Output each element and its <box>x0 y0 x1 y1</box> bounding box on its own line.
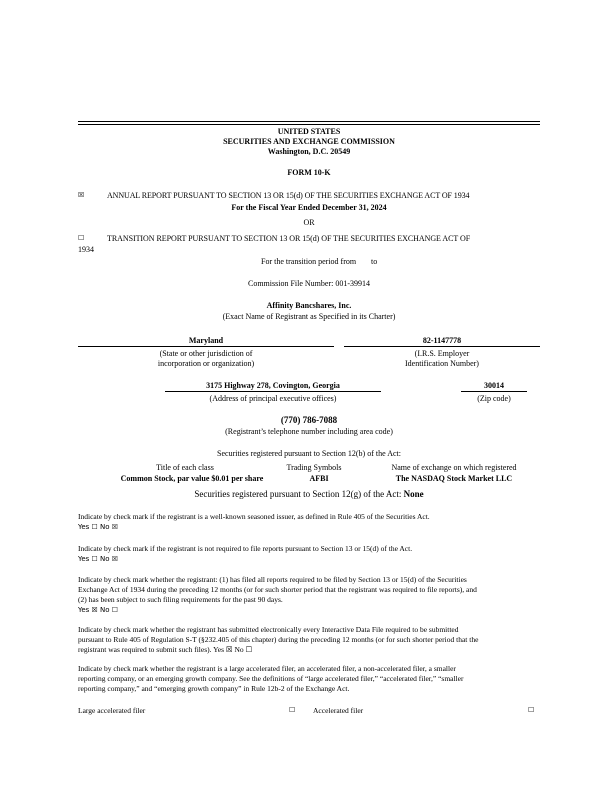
ein-caption-2: Identification Number) <box>405 359 479 368</box>
section-12g-value: None <box>403 489 424 499</box>
large-accelerated-filer-label: Large accelerated filer <box>78 706 146 715</box>
question-text: Indicate by check mark if the registrant is a well-known seasoned issuer, as defined in Rule 405 of the Securities Act. <box>78 512 430 521</box>
address-caption: (Address of principal executive offices) <box>209 394 337 403</box>
header-line-2: SECURITIES AND EXCHANGE COMMISSION <box>223 137 395 146</box>
top-rule-thin <box>78 124 540 125</box>
column-header-trading-symbol: Trading Symbols <box>286 463 342 472</box>
zip-code: 30014 <box>484 381 504 390</box>
accelerated-filer-label: Accelerated filer <box>313 706 364 715</box>
section-12g-line <box>78 489 540 499</box>
question-text-line-1: Indicate by check mark whether the registrant has submitted electronically every Interactive Data File required to be submitted <box>78 625 459 634</box>
section-12g-label: Securities registered pursuant to Section 12(g) of the Act: <box>194 489 402 499</box>
address-underline <box>165 391 381 392</box>
transition-period-label: For the transition period from <box>261 257 357 266</box>
question-text-line-1: Indicate by check mark whether the registrant is a large accelerated filer, an accelerated filer, a non-accelerated filer, a smaller <box>78 664 456 673</box>
question-text-line-3: reporting company,” and “emerging growth company” in Rule 12b-2 of the Exchange Act. <box>78 684 350 693</box>
top-rule <box>78 121 540 122</box>
question-text-line-3: registrant was required to submit such files). Yes ☒ No ☐ <box>78 645 253 654</box>
question-text: Indicate by check mark if the registrant is not required to file reports pursuant to Section 13 or 15(d) of the Act. <box>78 544 413 553</box>
annual-report-text: ANNUAL REPORT PURSUANT TO SECTION 13 OR 15(d) OF THE SECURITIES EXCHANGE ACT OF 1934 <box>107 191 470 200</box>
question-answer-checkboxes: Yes ☒ No ☐ <box>78 606 119 614</box>
transition-report-checkbox: ☐ <box>78 234 85 242</box>
column-header-class: Title of each class <box>156 463 214 472</box>
security-class-value: Common Stock, par value $0.01 per share <box>120 474 264 483</box>
ein-underline <box>344 346 540 347</box>
question-answer-checkboxes: Yes ☐ No ☒ <box>78 523 119 531</box>
column-header-exchange: Name of exchange on which registered <box>391 463 517 472</box>
exchange-name-value: The NASDAQ Stock Market LLC <box>395 474 513 483</box>
state-caption-1: (State or other jurisdiction of <box>159 349 253 358</box>
question-well-known-seasoned-issuer <box>78 512 540 532</box>
state-of-incorporation: Maryland <box>188 336 224 345</box>
question-not-required-to-file <box>78 544 540 564</box>
trading-symbol-value: AFBI <box>309 474 329 483</box>
header-line-3: Washington, D.C. 20549 <box>267 147 351 156</box>
question-filed-all-reports <box>78 575 540 615</box>
ein-number: 82-1147778 <box>422 336 462 345</box>
question-text-line-1: Indicate by check mark whether the registrant: (1) has filed all reports required to be filed by Section 13 or 15(d) of the Securities <box>78 575 467 584</box>
transition-period-to: to <box>371 257 378 266</box>
state-caption-2: incorporation or organization) <box>157 359 255 368</box>
transition-report-text: TRANSITION REPORT PURSUANT TO SECTION 13 OR 15(d) OF THE SECURITIES EXCHANGE ACT OF <box>107 234 471 243</box>
large-accelerated-filer-checkbox: ☐ <box>289 706 296 714</box>
principal-address: 3175 Highway 278, Covington, Georgia <box>206 381 340 390</box>
header-line-1: UNITED STATES <box>277 127 341 136</box>
zip-caption: (Zip code) <box>477 394 511 403</box>
form-title: FORM 10-K <box>287 168 331 177</box>
question-text-line-2: reporting company, or an emerging growth company. See the definitions of “large accelerated filer,” “accelerated filer,” “smaller <box>78 674 464 683</box>
accelerated-filer-checkbox: ☐ <box>528 706 535 714</box>
registrant-name-caption: (Exact Name of Registrant as Specified in its Charter) <box>222 312 396 321</box>
transition-report-text-2: 1934 <box>78 245 94 254</box>
zip-underline <box>461 391 527 392</box>
registrant-name: Affinity Bancshares, Inc. <box>266 301 352 310</box>
section-12b-label: Securities registered pursuant to Section 12(b) of the Act: <box>217 449 401 458</box>
commission-file-number: Commission File Number: 001-39914 <box>248 279 370 288</box>
ein-caption-1: (I.R.S. Employer <box>414 349 470 358</box>
question-answer-checkboxes: Yes ☐ No ☒ <box>78 555 119 563</box>
phone-caption: (Registrant’s telephone number including area code) <box>225 427 393 436</box>
annual-report-checkbox: ☒ <box>78 191 85 199</box>
question-text-line-2: Exchange Act of 1934 during the preceding 12 months (or for such shorter period that the registrant was required to file reports), and <box>78 585 477 594</box>
question-filer-category <box>78 664 540 694</box>
question-interactive-data-file <box>78 625 540 655</box>
state-underline <box>78 346 334 347</box>
question-text-line-2: pursuant to Rule 405 of Regulation S-T (§232.405 of this chapter) during the preceding 12 months (or for such shorter period that the <box>78 635 479 644</box>
question-text-line-3: (2) has been subject to such filing requirements for the past 90 days. <box>78 595 283 604</box>
or-separator: OR <box>303 218 315 227</box>
phone-number: (770) 786-7088 <box>280 415 338 425</box>
fiscal-year-line: For the Fiscal Year Ended December 31, 2024 <box>231 203 387 212</box>
